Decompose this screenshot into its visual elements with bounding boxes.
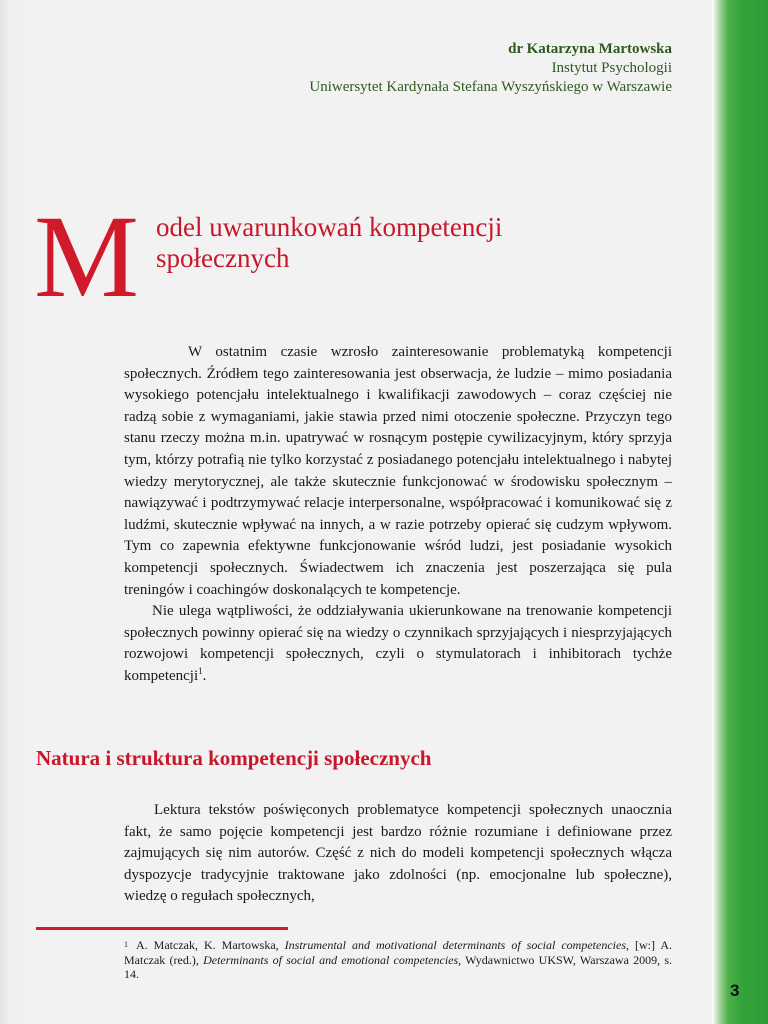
footnote-end: , Wydawnictwo UKSW, Warszawa 2009, s. 14.: [124, 952, 673, 981]
author-info: [309, 40, 672, 97]
intro-text: [124, 342, 672, 688]
intro-paragraph-2: [124, 601, 672, 687]
side-color-band: [712, 0, 768, 1024]
intro-paragraph-2-end: .: [202, 667, 207, 684]
title-dropcap: M: [34, 191, 139, 322]
footnote-title: Instrumental and motivational determinants of social competencies: [284, 938, 626, 952]
section-paragraph-1: Lektura tekstów poświęconych problematyce kompetencji społecznych unaocznia fakt, że samo pojęcie kompetencji jest bardzo różnie rozumiane i definiowane przez zajmujących się nim autorów. Część z nich do modeli kompetencji społecznych włącza dyspozycje tradycyjnie traktowane jako zdolności (np. emocjonalne lub społeczne), wiedzę o regułach społecznych,: [124, 802, 672, 905]
footnote-authors: A. Matczak, K. Martowska,: [136, 938, 279, 952]
author-institute: Instytut Psychologii: [551, 60, 672, 76]
section-text: [124, 800, 672, 908]
article-title: [156, 212, 656, 274]
footnote: [124, 938, 672, 982]
author-name: dr Katarzyna Martowska: [508, 41, 672, 57]
footnote-divider: [36, 927, 288, 930]
intro-paragraph-1: W ostatnim czasie wzrosło zainteresowanie problematyką kompetencji społecznych. Źródłem tego zainteresowania jest obserwacja, że ludzie – mimo posiadania wysokiego potencjału intelektualnego i kwalifikacji zawodowych – coraz częściej nie radzą sobie z wymaganiami, jakie stawia przed nimi otoczenie społeczne. Przyczyn tego stanu rzeczy można m.in. upatrywać w rosnącym postępie cywilizacyjnym, który sprzyja tym, którzy potrafią nie tylko korzystać z posiadanego potencjału intelektualnego i nabytej wiedzy merytorycznej, ale także skutecznie funkcjonować w środowisku społecznym – nawiązywać i podtrzymywać relacje interpersonalne, współpracować i komunikować się z ludźmi, skutecznie wpływać na innych, a w razie potrzeby opierać się cudzym wpływom. Tym co zapewnia efektywne funkcjonowanie wśród ludzi, jest posiadanie wysokich kompetencji społecznych. Świadectwem ich znaczenia jest poszerzająca się pula treningów i coachingów doskonalących te kompetencje.: [124, 344, 672, 598]
footnote-mid: , [w:] A. Matczak (red.),: [124, 938, 673, 967]
footnote-reference[interactable]: 1: [198, 665, 203, 676]
title-line-2: społecznych: [156, 243, 290, 273]
intro-paragraph-2-text: Nie ulega wątpliwości, że oddziaływania ukierunkowane na trenowanie kompetencji społecznych powinny opierać się na wiedzy o czynnikach sprzyjających i niesprzyjających rozwojowi kompetencji społecznych, czyli o stymulatorach i inhibitorach tychże kompetencji: [124, 603, 672, 684]
footnote-book: Determinants of social and emotional competencies: [203, 952, 459, 967]
section-heading: Natura i struktura kompetencji społecznych: [36, 746, 432, 770]
title-line-1: odel uwarunkowań kompetencji: [156, 212, 503, 242]
footnote-number: 1: [124, 940, 128, 949]
page-number: 3: [730, 981, 740, 1000]
author-university: Uniwersytet Kardynała Stefana Wyszyńskiego w Warszawie: [309, 79, 672, 95]
